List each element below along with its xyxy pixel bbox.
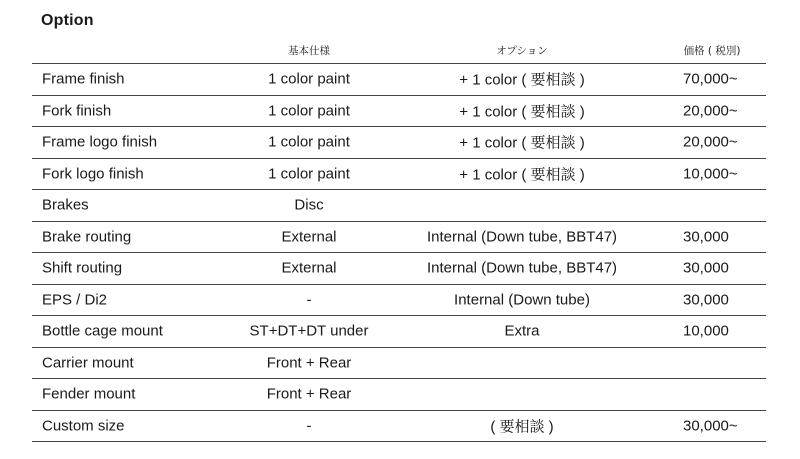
option-name: Frame finish: [42, 70, 125, 88]
page-title: Option: [41, 12, 94, 29]
standard-spec: 1 color paint: [268, 70, 350, 88]
column-header-option: オプション: [496, 45, 548, 57]
option-price: 30,000~: [683, 417, 738, 435]
option-name: Frame logo finish: [42, 133, 158, 151]
option-name: Fender mount: [42, 385, 136, 403]
option-spec: Internal (Down tube, BBT47): [426, 228, 618, 246]
table-header: [0, 40, 800, 60]
option-spec: + 1 color ( 要相談 ): [459, 166, 585, 184]
standard-spec: -: [306, 291, 312, 309]
options-table: [32, 63, 766, 442]
table-row: [32, 348, 766, 380]
table-row: [32, 379, 766, 411]
option-name: Shift routing: [42, 259, 123, 277]
option-name: EPS / Di2: [42, 291, 108, 309]
table-row: [32, 316, 766, 348]
standard-spec: ST+DT+DT under: [249, 322, 369, 340]
option-price: 10,000~: [683, 165, 738, 183]
option-name: Custom size: [42, 417, 125, 435]
option-spec: Internal (Down tube, BBT47): [426, 259, 618, 277]
option-price: 30,000: [683, 291, 729, 309]
standard-spec: 1 color paint: [268, 165, 350, 183]
option-name: Brake routing: [42, 228, 132, 246]
standard-spec: External: [281, 259, 337, 277]
option-name: Brakes: [42, 196, 89, 214]
option-name: Fork finish: [42, 102, 112, 120]
option-spec: Extra: [504, 322, 540, 340]
table-row: [32, 253, 766, 285]
column-header-standard: 基本仕様: [288, 45, 330, 57]
standard-spec: 1 color paint: [268, 102, 350, 120]
option-price: 30,000: [683, 259, 729, 277]
option-price: 20,000~: [683, 102, 738, 120]
standard-spec: -: [306, 417, 312, 435]
option-name: Bottle cage mount: [42, 322, 163, 340]
standard-spec: Front + Rear: [266, 385, 352, 403]
option-spec: + 1 color ( 要相談 ): [459, 134, 585, 152]
table-row: [32, 64, 766, 96]
column-header-price: 価格 ( 税別): [683, 45, 741, 57]
standard-spec: External: [281, 228, 337, 246]
option-price: 30,000: [683, 228, 729, 246]
option-spec: ( 要相談 ): [490, 418, 554, 436]
table-row: [32, 285, 766, 317]
table-row: [32, 411, 766, 443]
option-name: Carrier mount: [42, 354, 134, 372]
option-spec: + 1 color ( 要相談 ): [459, 71, 585, 89]
table-row: [32, 222, 766, 254]
standard-spec: Disc: [294, 196, 324, 214]
table-row: [32, 96, 766, 128]
option-price: 20,000~: [683, 133, 738, 151]
option-name: Fork logo finish: [42, 165, 144, 183]
standard-spec: 1 color paint: [268, 133, 350, 151]
table-row: [32, 127, 766, 159]
standard-spec: Front + Rear: [266, 354, 352, 372]
option-price: 10,000: [683, 322, 729, 340]
option-spec: Internal (Down tube): [454, 291, 590, 309]
option-spec: + 1 color ( 要相談 ): [459, 103, 585, 121]
option-price: 70,000~: [683, 70, 738, 88]
table-row: [32, 190, 766, 222]
table-row: [32, 159, 766, 191]
